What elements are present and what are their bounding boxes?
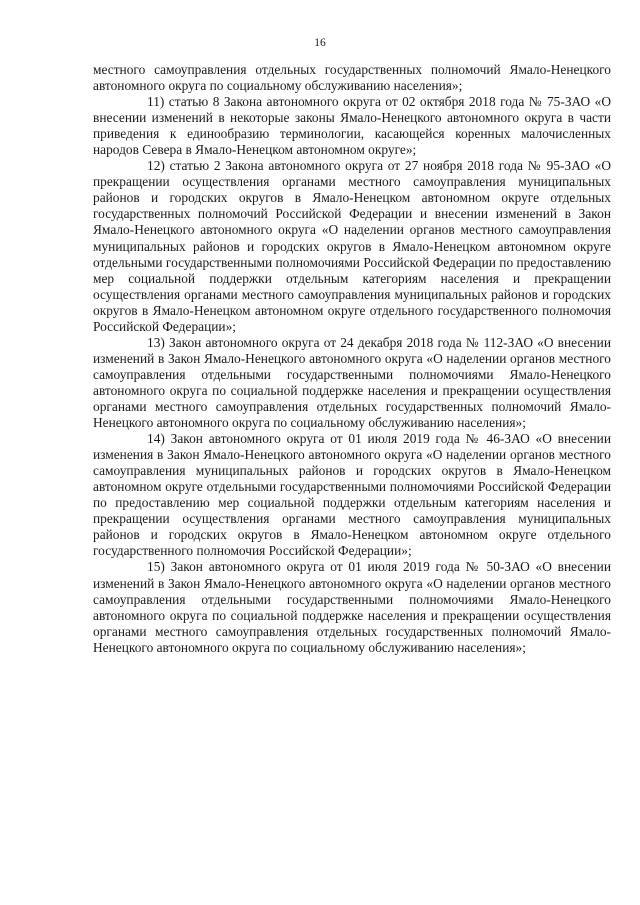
paragraph-item-14: 14) Закон автономного округа от 01 июля 2019 года № 46-ЗАО «О внесении изменения в Закон Ямало-Ненецкого автономного округа «О наделении органов местного самоуправления муниципальных районов и городских округов в Ямало-Ненецком автономном округе отдельными государственными полномочиями Российской Федерации по предоставлению мер социальной поддержки отдельным категориям населения и прекращении осуществления органами местного самоуправления муниципальных районов и городских округов в Ямало-Ненецком автономном округе отдельного государственного полномочия Российской Федерации»;: [93, 431, 611, 559]
paragraph-item-15: 15) Закон автономного округа от 01 июля 2019 года № 50-ЗАО «О внесении изменений в Закон Ямало-Ненецкого автономного округа «О наделении органов местного самоуправления отдельными государственными полномочиями Ямало-Ненецкого автономного округа по социальной поддержке населения и прекращении осуществления органами местного самоуправления отдельных государственных полномочий Ямало-Ненецкого автономного округа по социальному обслуживанию населения»;: [93, 559, 611, 655]
paragraph-item-12: 12) статью 2 Закона автономного округа от 27 ноября 2018 года № 95-ЗАО «О прекращении осуществления органами местного самоуправления муниципальных районов и городских округов в Ямало-Ненецком автономном округе отдельных государственных полномочий Российской Федерации и внесении изменений в Закон Ямало-Ненецкого автономного округа «О наделении органов местного самоуправления муниципальных районов и городских округов в Ямало-Ненецком автономном округе отдельными государственными полномочиями Российской Федерации по предоставлению мер социальной поддержки отдельным категориям населения и прекращении осуществления органами местного самоуправления муниципальных районов и городских округов в Ямало-Ненецком автономном округе отдельного государственного полномочия Российской Федерации»;: [93, 158, 611, 334]
document-body: [93, 62, 611, 656]
page-number: 16: [314, 37, 326, 49]
paragraph-item-11: 11) статью 8 Закона автономного округа от 02 октября 2018 года № 75-ЗАО «О внесении изменений в некоторые законы Ямало-Ненецкого автономного округа в части приведения к единообразию терминологии, касающейся коренных малочисленных народов Севера в Ямало-Ненецком автономном округе»;: [93, 94, 611, 158]
paragraph-item-13: 13) Закон автономного округа от 24 декабря 2018 года № 112-ЗАО «О внесении изменений в Закон Ямало-Ненецкого автономного округа «О наделении органов местного самоуправления отдельными государственными полномочиями Ямало-Ненецкого автономного округа по социальной поддержке населения и прекращении осуществления органами местного самоуправления отдельных государственных полномочий Ямало-Ненецкого автономного округа по социальному обслуживанию населения»;: [93, 334, 611, 431]
paragraph-continuation: местного самоуправления отдельных государственных полномочий Ямало-Ненецкого автономного округа по социальному обслуживанию населения»;: [93, 62, 611, 94]
